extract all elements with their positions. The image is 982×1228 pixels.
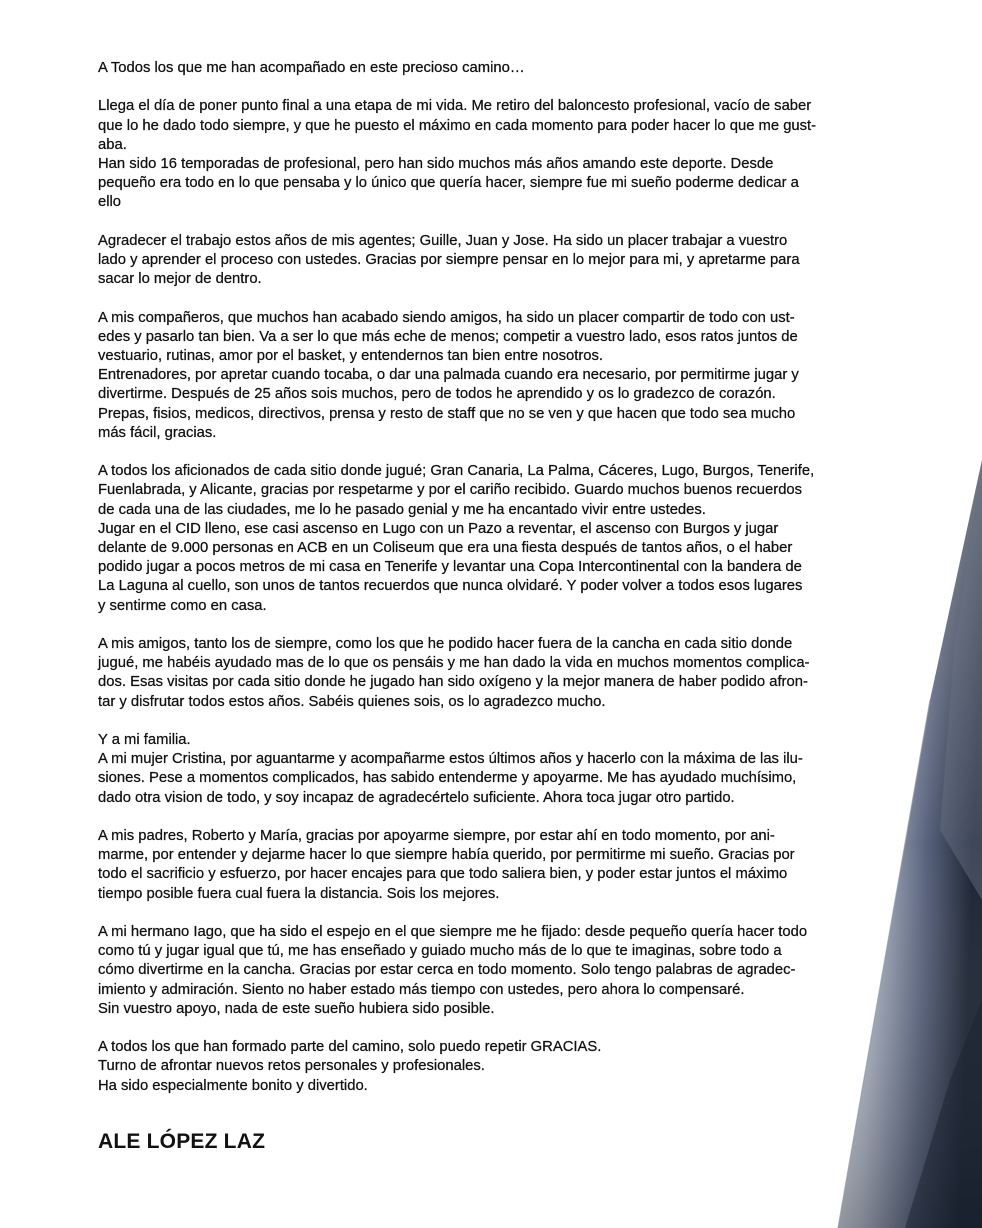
paragraph-gap: [98, 808, 898, 827]
letter-paragraph: Llega el día de poner punto final a una etapa de mi vida. Me retiro del baloncesto profesional, vacío de saber que lo he dado todo siempre, y que he puesto el máximo en cada momento para poder hacer lo que me gust- aba. Han sido 16 temporadas de profesional, pero han sido muchos más años amando este deporte. Desde pequeño era todo en lo que pensaba y lo único que quería hacer, siempre fue mi sueño poderme dedicar a ello: [98, 98, 817, 211]
paragraph-gap: [98, 616, 898, 635]
paragraph-gap: [98, 1019, 898, 1038]
letter-body: [98, 59, 898, 1096]
paragraph-gap: [98, 712, 898, 731]
paragraph-gap: [98, 904, 898, 923]
letter-paragraph: A todos los que han formado parte del camino, solo puedo repetir GRACIAS. Turno de afrontar nuevos retos personales y profesionales. Ha sido especialmente bonito y divertido.: [98, 1039, 602, 1094]
letter-paragraph: Y a mi familia. A mi mujer Cristina, por aguantarme y acompañarme estos últimos años y hacerlo con la máxima de las ilu- siones. Pese a momentos complicados, has sabido entenderme y apoyarme. Me has ayudado muchísimo, dado otra vision de todo, y soy incapaz de agradecértelo suficiente. Ahora toca jugar otro partido.: [98, 732, 803, 806]
paragraph-gap: [98, 213, 898, 232]
letter-paragraph: A mis padres, Roberto y María, gracias por apoyarme siempre, por estar ahí en todo momento, por ani- marme, por entender y dejarme hacer lo que siempre había querido, por permitirme mi sueño. Gracias por todo el sacrificio y esfuerzo, por hacer encajes para que todo saliera bien, y poder estar juntos el máximo tiempo posible fuera cual fuera la distancia. Sois los mejores.: [98, 828, 795, 902]
letter-paragraph: A mis amigos, tanto los de siempre, como los que he podido hacer fuera de la cancha en cada sitio donde jugué, me habéis ayudado mas de lo que os pensáis y me han dado la vida en muchos momentos complica- dos. Esas visitas por cada sitio donde he jugado han sido oxígeno y la mejor manera de haber podido afron- tar y disfrutar todos estos años. Sabéis quienes sois, os lo agradezco mucho.: [98, 636, 810, 710]
paragraph-gap: [98, 443, 898, 462]
paragraph-gap: [98, 289, 898, 308]
paragraph-gap: [98, 78, 898, 97]
letter-greeting: A Todos los que me han acompañado en este precioso camino…: [98, 60, 525, 76]
letter-paragraph: Agradecer el trabajo estos años de mis agentes; Guille, Juan y Jose. Ha sido un placer trabajar a vuestro lado y aprender el proceso con ustedes. Gracias por siempre pensar en lo mejor para mi, y apretarme para sacar lo mejor de dentro.: [98, 232, 800, 288]
letter-paragraph: A mis compañeros, que muchos han acabado siendo amigos, ha sido un placer compartir de todo con ust- edes y pasarlo tan bien. Va a ser lo que más eche de menos; competir a vuestro lado, esos ratos juntos de vestuario, rutinas, amor por el basket, y entendernos tan bien entre nosotros. Entrenadores, por apretar cuando tocaba, o dar una palmada cuando era necesario, por permitirme jugar y divertirme. Después de 25 años sois muchos, pero de todos he aprendido y os lo gradezco de corazón. Prepas, fisios, medicos, directivos, prensa y resto de staff que no se ven y que hacen que todo sea mucho más fácil, gracias.: [98, 309, 799, 441]
letter-paragraph: A todos los aficionados de cada sitio donde jugué; Gran Canaria, La Palma, Cáceres, Lugo, Burgos, Tenerife, Fuenlabrada, y Alicante, gracias por respetarme y por el cariño recibido. Guardo muchos buenos recuerdos de cada una de las ciudades, me lo he pasado genial y me ha encantado vivir entre ustedes. Jugar en el CID lleno, ese casi ascenso en Lugo con un Pazo a reventar, el ascenso con Burgos y jugar delante de 9.000 personas en ACB en un Coliseum que era una fiesta después de tantos años, o el haber podido jugar a pocos metros de mi casa en Tenerife y levantar una Copa Intercontinental con la bandera de La Laguna al cuello, son unos de tantos recuerdos que nunca olvidaré. Y poder volver a todos esos lugares y sentirme como en casa.: [98, 463, 815, 614]
letter-signature: ALE LÓPEZ LAZ: [98, 1130, 266, 1153]
letter-paragraph: A mi hermano Iago, que ha sido el espejo en el que siempre me he fijado: desde pequeño quería hacer todo como tú y jugar igual que tú, me has enseñado y guiado mucho más de lo que te imaginas, sobre todo a cómo divertirme en la cancha. Gracias por estar cerca en todo momento. Solo tengo palabras de agradec- imiento y admiración. Siento no haber estado más tiempo con ustedes, pero ahora lo compensaré. Sin vuestro apoyo, nada de este sueño hubiera sido posible.: [98, 924, 808, 1017]
